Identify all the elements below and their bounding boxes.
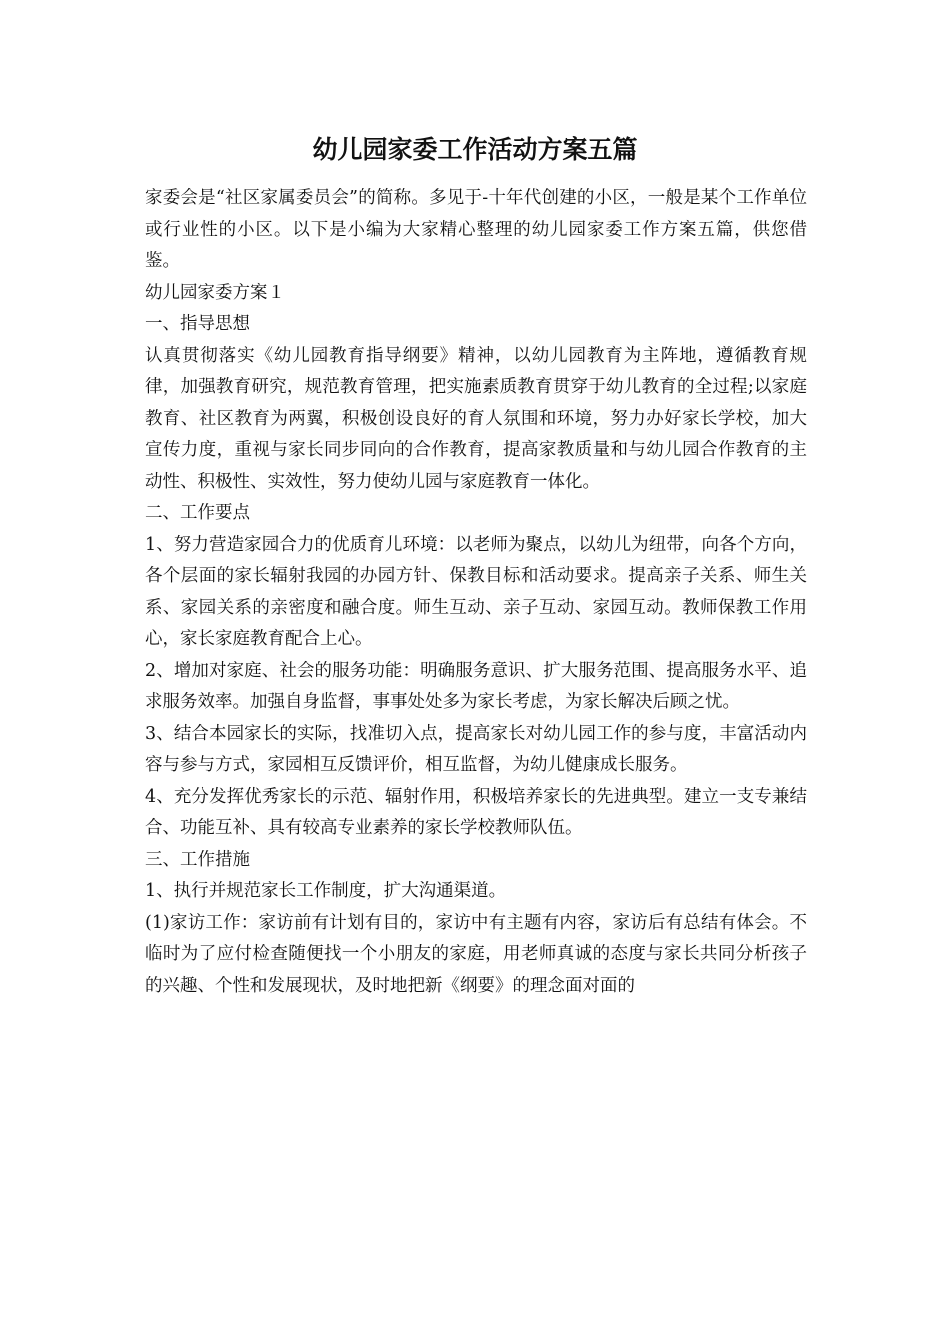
work-point-4: 4、充分发挥优秀家长的示范、辐射作用，积极培养家长的先进典型。建立一支专兼结合、功能互补、具有较高专业素养的家长学校教师队伍。 — [145, 786, 807, 838]
document-title: 幼儿园家委工作活动方案五篇 — [312, 135, 638, 164]
work-point-3: 3、结合本园家长的实际，找准切入点，提高家长对幼儿园工作的参与度，丰富活动内容与参与方式，家园相互反馈评价，相互监督，为幼儿健康成长服务。 — [145, 723, 807, 775]
section-heading-work-points: 二、工作要点 — [145, 503, 250, 523]
section-heading-work-measures: 三、工作措施 — [145, 849, 250, 870]
work-point-2: 2、增加对家庭、社会的服务功能：明确服务意识、扩大服务范围、提高服务水平、追求服务效率。加强自身监督，事事处处多为家长考虑，为家长解决后顾之忧。 — [145, 660, 807, 712]
home-visit-paragraph: (1)家访工作：家访前有计划有目的，家访中有主题有内容，家访后有总结有体会。不临时为了应付检查随便找一个小朋友的家庭，用老师真诚的态度与家长共同分析孩子的兴趣、个性和发展现状，及时地把新《纲要》的理念面对面的 — [145, 912, 807, 996]
work-measure-1: 1、执行并规范家长工作制度，扩大沟通渠道。 — [145, 881, 507, 901]
plan-heading: 幼儿园家委方案１ — [145, 282, 285, 303]
work-point-1: 1、努力营造家园合力的优质育儿环境：以老师为聚点，以幼儿为纽带，向各个方向，各个层面的家长辐射我园的办园方针、保教目标和活动要求。提高亲子关系、师生关系、家园关系的亲密度和融合度。师生互动、亲子互动、家园互动。教师保教工作用心，家长家庭教育配合上心。 — [145, 534, 807, 649]
guiding-ideology-paragraph: 认真贯彻落实《幼儿园教育指导纲要》精神，以幼儿园教育为主阵地，遵循教育规律，加强教育研究，规范教育管理，把实施素质教育贯穿于幼儿教育的全过程;以家庭教育、社区教育为两翼，积极创设良好的育人氛围和环境，努力办好家长学校，加大宣传力度，重视与家长同步同向的合作教育，提高家教质量和与幼儿园合作教育的主动性、积极性、实效性，努力使幼儿园与家庭教育一体化。 — [145, 345, 807, 492]
section-heading-guiding-ideology: 一、指导思想 — [145, 314, 250, 334]
intro-paragraph: 家委会是“社区家属委员会”的简称。多见于-十年代创建的小区，一般是某个工作单位或行业性的小区。以下是小编为大家精心整理的幼儿园家委工作方案五篇，供您借鉴。 — [145, 188, 807, 271]
document-body — [145, 183, 807, 1002]
